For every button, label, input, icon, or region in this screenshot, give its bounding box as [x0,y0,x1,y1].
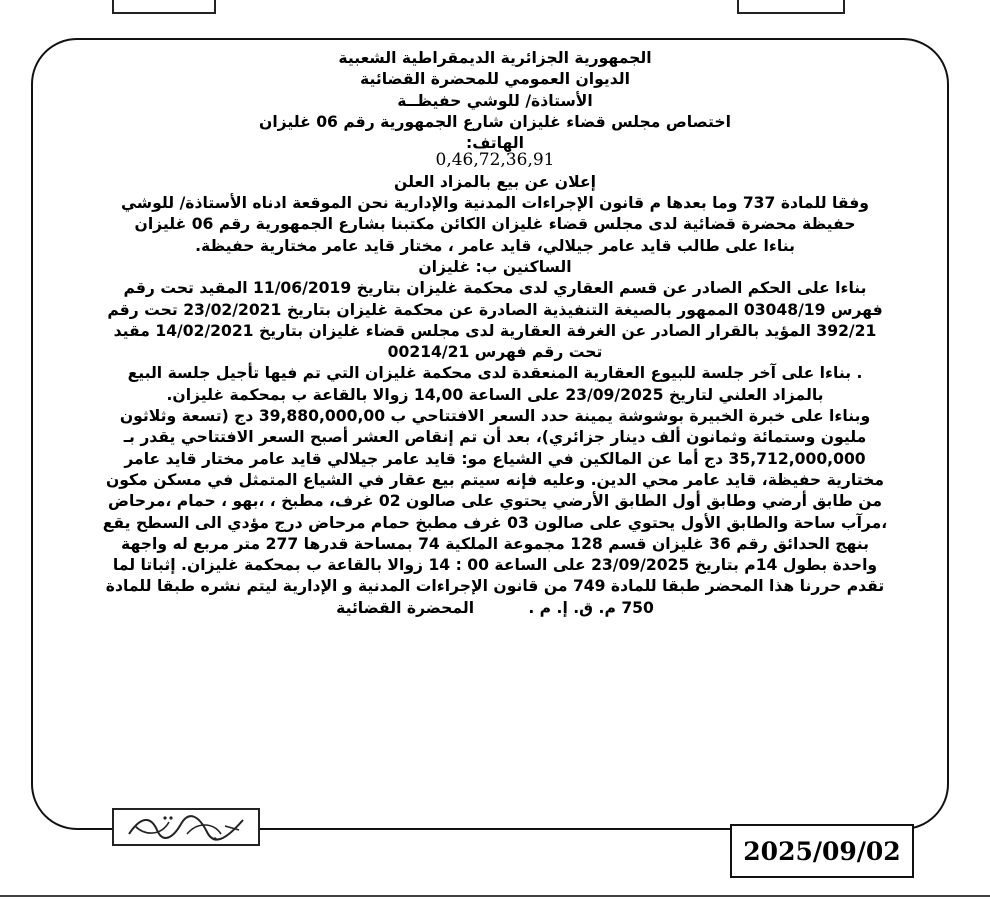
body-line: 750 م. ق. إ. م . المحضرة القضائية [336,598,654,617]
body-line: بناءا على الحكم الصادر عن قسم العقاري لدى محكمة غليزان بتاريخ 11/06/2019 المقيد تحت رقم [123,279,867,298]
header-jurisdiction: اختصاص مجلس قضاء غليزان شارع الجمهورية رقم 06 غليزان [259,112,731,131]
header-office: الديوان العمومي للمحضرة القضائية [360,70,630,89]
header-bailiff: الأستاذة/ للوشي حفيظــة [397,91,593,110]
body-line: فهرس 03048/19 الممهور بالصيغة التنفيذية الصادرة عن محكمة غليزان بتاريخ 23/02/2021 تحت رقم [107,300,883,319]
body-line: 392/21 المؤيد بالقرار الصادر عن الغرفة العقارية لدى مجلس قضاء غليزان بتاريخ 14/02/2021 مقيد [113,321,877,340]
notice-content [60,48,930,619]
header-republic: الجمهورية الجزائرية الديمقراطية الشعبية [338,49,652,67]
body-line: مليون وستمائة وثمانون ألف دينار جزائري)، بعد أن تم إنقاص العشر أصبح السعر الافتتاحي يقدر بـ [123,428,867,447]
body-line: من طابق أرضي وطابق أول الطابق الأرضي يحتوي على صالون 02 غرف، مطبخ ، ،بهو ، حمام ،مرحاض [107,492,882,511]
body-line: تقدم حررنا هذا المحضر طبقا للمادة 749 من قانون الإجراءات المدنية و الإدارية ليتم نشره طبقا للمادة [105,577,885,596]
body-line: بنهج الحدائق رقم 36 غليزان قسم 128 مجموعة الملكية 74 بمساحة قدرها 277 متر مربع له واجهة [120,534,869,553]
body-line: وبناءا على خبرة الخبيرة بوشوشة يمينة حدد السعر الافتتاحي ب 39,880,000,00 دج (تسعة وثلاثون [119,407,871,426]
publication-date: 2025/09/02 [730,824,914,878]
body-line: تحت رقم فهرس 00214/21 [387,343,603,362]
body-line: 35,712,000,000 دج أما عن المالكين في الشياع مو: قايد عامر جيلالي قايد عامر مختار قايد عامر [124,449,866,468]
body-line: حفيظة محضرة قضائية لدى مجلس قضاء غليزان الكائن مكتبنا بشارع الجمهورية رقم 06 غليزان [134,215,856,234]
body-line: بناءا على طالب قايد عامر جيلالي، قايد عامر ، مختار قايد عامر مختارية حفيظة. [195,236,795,255]
newspaper-logo [112,808,260,846]
body-line: بالمزاد العلني لتاريخ 23/09/2025 على الساعة 14,00 زوالا بالقاعة ب بمحكمة غليزان. [166,385,824,404]
header-phone-value: 0,46,72,36,91 [435,150,555,171]
body-line: وفقا للمادة 737 وما بعدها م قانون الإجراءات المدنية والإدارية نحن الموقعة ادناه الأستاذة/ للوشي [121,194,869,213]
body-line: . بناءا على آخر جلسة للبيوع العقارية المنعقدة لدى محكمة غليزان التي تم فيها تأجيل جلسة البيع [127,364,863,383]
body-line: ،مرآب ساحة والطابق الأول يحتوي على صالون 03 غرف مطبخ حمام مرحاض درج مؤدي الى السطح يقع [102,513,888,532]
header-phone-label: الهاتف: [465,134,524,153]
top-left-box [112,0,216,14]
footer-divider [0,895,990,897]
body-line: مختارية حفيظة، قايد عامر محي الدين. وعليه فإنه سيتم بيع عقار في الشياع المتمثل في مسكن مكون [105,470,885,489]
body-line: واحدة بطول 14م بتاريخ 23/09/2025 على الساعة 00 : 14 زوالا بالقاعة ب بمحكمة غليزان. إثباتا لما [112,556,878,575]
notice-title: إعلان عن بيع بالمزاد العلن [394,172,596,191]
top-right-box [737,0,845,14]
body-line: الساكنين ب: غليزان [418,257,572,276]
